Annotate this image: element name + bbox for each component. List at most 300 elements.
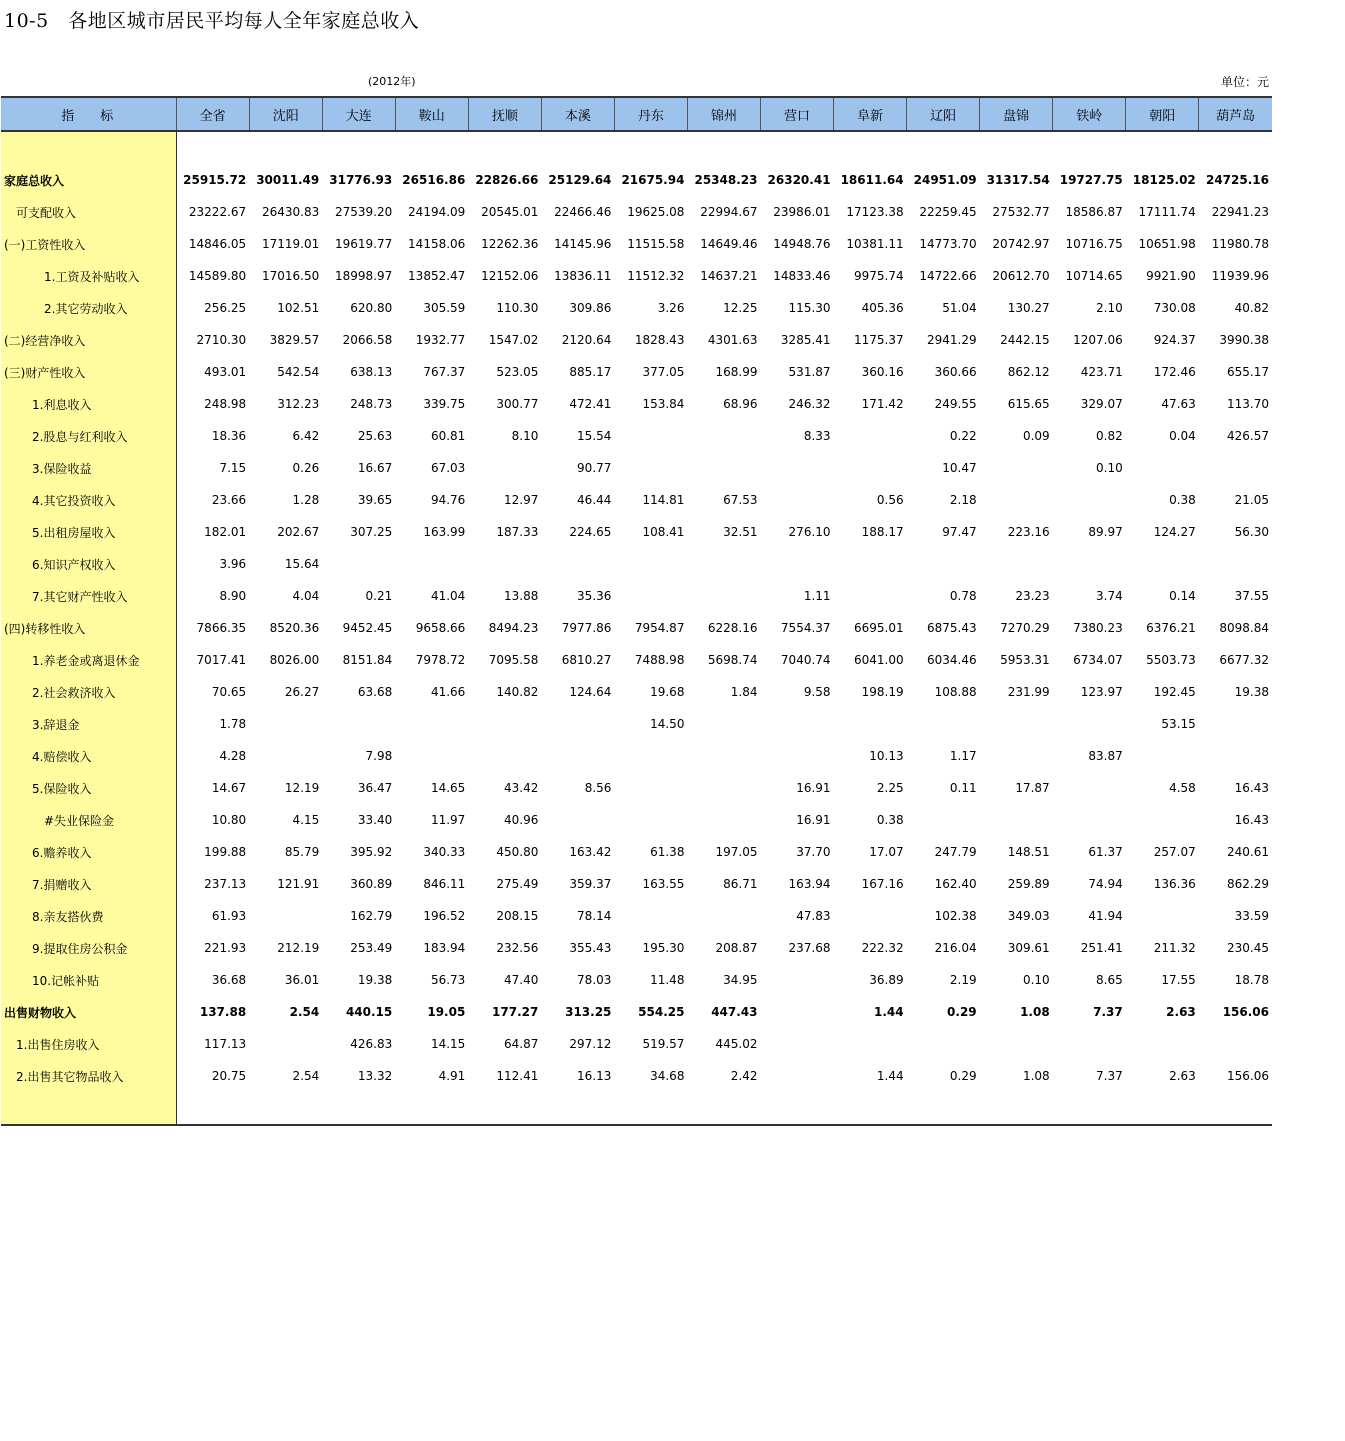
row-label: 出售财物收入	[1, 996, 176, 1028]
value-cell: 0.09	[1022, 429, 1050, 443]
value-cell: 208.87	[715, 941, 758, 955]
value-cell: 41.04	[430, 589, 466, 603]
value-cell: 25348.23	[694, 173, 758, 187]
column-header-region: 阜新	[834, 97, 907, 131]
value-cell: 0.82	[1096, 429, 1123, 443]
value-cell: 0.14	[1169, 589, 1196, 603]
table-header-row	[1, 97, 1272, 131]
value-cell: 426.83	[350, 1037, 393, 1051]
value-cell: 615.65	[1007, 397, 1050, 411]
value-cell: 7.15	[219, 461, 247, 475]
table-row	[1, 420, 1272, 452]
row-label: (四)转移性收入	[1, 612, 176, 644]
row-label: 可支配收入	[1, 196, 176, 228]
value-cell	[834, 580, 907, 612]
value-cell: 0.56	[876, 493, 904, 507]
value-cell: 130.27	[1007, 301, 1050, 315]
value-cell: 171.42	[861, 397, 904, 411]
value-cell: 7.98	[365, 749, 393, 763]
value-cell: 8.90	[219, 589, 247, 603]
value-cell: 94.76	[430, 493, 466, 507]
value-cell: 67.03	[430, 461, 466, 475]
value-cell	[1053, 772, 1126, 804]
value-cell: 248.98	[204, 397, 247, 411]
row-label: 10.记帐补贴	[1, 964, 176, 996]
value-cell: 339.75	[423, 397, 466, 411]
value-cell: 163.99	[423, 525, 466, 539]
value-cell: 21675.94	[621, 173, 685, 187]
value-cell: 3285.41	[780, 333, 831, 347]
value-cell: 16.43	[1234, 813, 1269, 827]
value-cell	[1126, 804, 1199, 836]
value-cell: 192.45	[1153, 685, 1196, 699]
value-cell: 349.03	[1007, 909, 1050, 923]
value-cell: 36.47	[357, 781, 393, 795]
value-cell: 7554.37	[780, 621, 831, 635]
value-cell: 1.28	[292, 493, 320, 507]
value-cell: 1.08	[1022, 1069, 1050, 1083]
value-cell: 110.30	[496, 301, 539, 315]
column-header-region: 朝阳	[1126, 97, 1199, 131]
table-body	[1, 131, 1272, 1125]
column-header-region: 鞍山	[395, 97, 468, 131]
value-cell: 153.84	[642, 397, 685, 411]
value-cell: 74.94	[1088, 877, 1123, 891]
table-row	[1, 612, 1272, 644]
value-cell: 15.54	[577, 429, 612, 443]
table-row	[1, 260, 1272, 292]
value-cell: 7040.74	[780, 653, 831, 667]
value-cell: 223.16	[1007, 525, 1050, 539]
value-cell	[980, 484, 1053, 516]
value-cell: 11939.96	[1211, 269, 1269, 283]
value-cell: 47.63	[1161, 397, 1196, 411]
column-header-region: 本溪	[541, 97, 614, 131]
value-cell	[687, 900, 760, 932]
value-cell: 4301.63	[707, 333, 758, 347]
value-cell: 156.06	[1222, 1005, 1269, 1019]
row-label: 1.利息收入	[1, 388, 176, 420]
value-cell	[687, 804, 760, 836]
value-cell	[468, 452, 541, 484]
empty-cell	[614, 1092, 687, 1125]
row-label: 2.股息与红利收入	[1, 420, 176, 452]
value-cell: 123.97	[1080, 685, 1123, 699]
value-cell: 18611.64	[840, 173, 904, 187]
value-cell	[614, 580, 687, 612]
empty-cell	[1199, 1092, 1272, 1125]
value-cell	[834, 452, 907, 484]
value-cell: 0.04	[1169, 429, 1196, 443]
value-cell	[614, 548, 687, 580]
value-cell: 0.11	[949, 781, 977, 795]
value-cell: 7488.98	[634, 653, 685, 667]
value-cell: 2.42	[730, 1069, 758, 1083]
value-cell: 195.30	[642, 941, 685, 955]
value-cell: 33.59	[1234, 909, 1269, 923]
value-cell	[1053, 1028, 1126, 1060]
value-cell: 5698.74	[707, 653, 758, 667]
empty-cell	[541, 131, 614, 164]
value-cell	[980, 548, 1053, 580]
table-row	[1, 292, 1272, 324]
value-cell: 248.73	[350, 397, 393, 411]
value-cell: 121.91	[277, 877, 320, 891]
value-cell: 426.57	[1227, 429, 1269, 443]
value-cell: 259.89	[1007, 877, 1050, 891]
value-cell: 22466.46	[554, 205, 612, 219]
row-label: 5.出租房屋收入	[1, 516, 176, 548]
value-cell	[907, 708, 980, 740]
value-cell	[1053, 708, 1126, 740]
value-cell: 1932.77	[415, 333, 466, 347]
value-cell: 64.87	[504, 1037, 539, 1051]
value-cell: 27539.20	[335, 205, 393, 219]
value-cell	[761, 964, 834, 996]
value-cell	[1126, 452, 1199, 484]
value-cell: 25.63	[357, 429, 393, 443]
empty-cell	[834, 131, 907, 164]
empty-cell	[907, 131, 980, 164]
value-cell: 423.71	[1080, 365, 1123, 379]
value-cell: 531.87	[788, 365, 831, 379]
value-cell: 21.05	[1234, 493, 1269, 507]
value-cell: 16.91	[796, 813, 831, 827]
value-cell: 846.11	[423, 877, 466, 891]
row-label: 4.赔偿收入	[1, 740, 176, 772]
value-cell: 7380.23	[1073, 621, 1123, 635]
table-row	[1, 356, 1272, 388]
value-cell: 6034.46	[927, 653, 977, 667]
value-cell: 182.01	[204, 525, 247, 539]
value-cell: 14589.80	[188, 269, 247, 283]
value-cell: 0.38	[1169, 493, 1196, 507]
empty-cell	[322, 131, 395, 164]
value-cell: 20545.01	[481, 205, 539, 219]
row-label: 7.其它财产性收入	[1, 580, 176, 612]
value-cell: 9.58	[803, 685, 831, 699]
value-cell: 83.87	[1088, 749, 1123, 763]
column-header-region: 锦州	[687, 97, 760, 131]
value-cell: 14722.66	[919, 269, 977, 283]
value-cell	[468, 548, 541, 580]
value-cell: 638.13	[350, 365, 393, 379]
table-row	[1, 548, 1272, 580]
value-cell: 231.99	[1007, 685, 1050, 699]
empty-cell	[1199, 131, 1272, 164]
column-header-indicator: 指标	[1, 97, 176, 131]
value-cell: 108.88	[934, 685, 977, 699]
value-cell: 14.67	[211, 781, 247, 795]
value-cell: 1.44	[876, 1069, 904, 1083]
value-cell: 7977.86	[561, 621, 612, 635]
value-cell: 3.96	[219, 557, 247, 571]
column-header-region: 丹东	[614, 97, 687, 131]
value-cell	[395, 548, 468, 580]
value-cell: 9658.66	[415, 621, 466, 635]
value-cell	[614, 740, 687, 772]
value-cell: 37.70	[796, 845, 831, 859]
value-cell: 168.99	[715, 365, 758, 379]
value-cell	[468, 740, 541, 772]
value-cell	[614, 452, 687, 484]
value-cell: 767.37	[423, 365, 466, 379]
value-cell: 2710.30	[196, 333, 247, 347]
value-cell: 2.25	[876, 781, 904, 795]
value-cell: 359.37	[569, 877, 612, 891]
value-cell: 51.04	[942, 301, 977, 315]
value-cell: 102.51	[277, 301, 320, 315]
value-cell: 34.95	[723, 973, 758, 987]
value-cell: 14637.21	[700, 269, 758, 283]
value-cell: 313.25	[565, 1005, 612, 1019]
row-label: 1.出售住房收入	[1, 1028, 176, 1060]
value-cell: 14.15	[430, 1037, 466, 1051]
data-sheet	[1, 96, 1272, 1126]
value-cell: 297.12	[569, 1037, 612, 1051]
row-label: 1.养老金或离退休金	[1, 644, 176, 676]
value-cell: 19727.75	[1059, 173, 1123, 187]
value-cell: 36.68	[211, 973, 247, 987]
value-cell: 43.42	[504, 781, 539, 795]
value-cell: 212.19	[277, 941, 320, 955]
value-cell: 377.05	[642, 365, 685, 379]
value-cell: 1.84	[730, 685, 758, 699]
value-cell	[980, 1028, 1053, 1060]
value-cell	[761, 484, 834, 516]
value-cell: 102.38	[934, 909, 977, 923]
table-row	[1, 708, 1272, 740]
column-header-region: 大连	[322, 97, 395, 131]
value-cell: 17111.74	[1138, 205, 1196, 219]
value-cell: 47.83	[796, 909, 831, 923]
value-cell: 4.04	[292, 589, 320, 603]
value-cell: 14773.70	[919, 237, 977, 251]
value-cell: 40.82	[1234, 301, 1269, 315]
value-cell: 14.65	[430, 781, 466, 795]
value-cell: 18586.87	[1065, 205, 1123, 219]
value-cell: 177.27	[492, 1005, 539, 1019]
value-cell: 6810.27	[561, 653, 612, 667]
value-cell: 405.36	[861, 301, 904, 315]
value-cell: 163.42	[569, 845, 612, 859]
value-cell: 6677.32	[1219, 653, 1269, 667]
value-cell: 22994.67	[700, 205, 758, 219]
empty-cell	[468, 131, 541, 164]
value-cell: 41.66	[430, 685, 466, 699]
column-header-region: 营口	[761, 97, 834, 131]
value-cell: 117.13	[204, 1037, 247, 1051]
value-cell: 61.93	[211, 909, 247, 923]
value-cell: 4.58	[1169, 781, 1196, 795]
value-cell: 862.12	[1007, 365, 1050, 379]
value-cell: 6734.07	[1073, 653, 1123, 667]
value-cell: 37.55	[1234, 589, 1269, 603]
value-cell: 251.41	[1080, 941, 1123, 955]
value-cell: 172.46	[1153, 365, 1196, 379]
value-cell	[1053, 804, 1126, 836]
value-cell: 10.47	[942, 461, 977, 475]
value-cell: 16.91	[796, 781, 831, 795]
value-cell: 61.38	[650, 845, 685, 859]
value-cell: 183.94	[423, 941, 466, 955]
value-cell: 730.08	[1153, 301, 1196, 315]
value-cell: 8151.84	[342, 653, 393, 667]
table-row	[1, 228, 1272, 260]
value-cell: 188.17	[861, 525, 904, 539]
value-cell: 257.07	[1153, 845, 1196, 859]
value-cell	[541, 804, 614, 836]
value-cell: 60.81	[430, 429, 466, 443]
page-title: 10-5 各地区城市居民平均每人全年家庭总收入	[4, 10, 420, 32]
value-cell: 198.19	[861, 685, 904, 699]
value-cell: 202.67	[277, 525, 320, 539]
value-cell: 4.91	[438, 1069, 466, 1083]
value-cell: 247.79	[934, 845, 977, 859]
value-cell	[541, 708, 614, 740]
value-cell: 2.54	[289, 1005, 320, 1019]
row-label: 2.其它劳动收入	[1, 292, 176, 324]
row-label: 3.保险收益	[1, 452, 176, 484]
empty-cell	[541, 1092, 614, 1125]
value-cell: 8098.84	[1219, 621, 1269, 635]
value-cell: 309.61	[1007, 941, 1050, 955]
row-label: 6.知识产权收入	[1, 548, 176, 580]
value-cell: 395.92	[350, 845, 393, 859]
value-cell: 447.43	[711, 1005, 758, 1019]
table-row	[1, 900, 1272, 932]
value-cell: 0.29	[949, 1069, 977, 1083]
value-cell: 13836.11	[554, 269, 612, 283]
value-cell: 862.29	[1227, 877, 1269, 891]
value-cell: 221.93	[204, 941, 247, 955]
value-cell: 6695.01	[853, 621, 904, 635]
value-cell: 240.61	[1227, 845, 1269, 859]
value-cell: 19619.77	[335, 237, 393, 251]
value-cell: 307.25	[350, 525, 393, 539]
table-row	[1, 484, 1272, 516]
row-label: (三)财产性收入	[1, 356, 176, 388]
value-cell	[907, 548, 980, 580]
value-cell: 1.78	[219, 717, 247, 731]
value-cell: 8494.23	[488, 621, 539, 635]
column-header-region: 抚顺	[468, 97, 541, 131]
value-cell: 20.75	[211, 1069, 247, 1083]
empty-cell	[980, 131, 1053, 164]
value-cell: 90.77	[577, 461, 612, 475]
value-cell	[1199, 452, 1272, 484]
value-cell: 237.68	[788, 941, 831, 955]
value-cell: 14649.46	[700, 237, 758, 251]
value-cell: 1.44	[873, 1005, 904, 1019]
empty-cell	[176, 131, 249, 164]
value-cell: 14948.76	[773, 237, 831, 251]
value-cell: 340.33	[423, 845, 466, 859]
empty-cell	[468, 1092, 541, 1125]
row-label: 家庭总收入	[1, 164, 176, 196]
empty-cell	[1053, 131, 1126, 164]
value-cell: 360.89	[350, 877, 393, 891]
empty-cell	[614, 131, 687, 164]
value-cell: 249.55	[934, 397, 977, 411]
value-cell: 2120.64	[561, 333, 612, 347]
value-cell	[980, 452, 1053, 484]
value-cell: 1.17	[949, 749, 977, 763]
empty-cell	[176, 1092, 249, 1125]
value-cell: 445.02	[715, 1037, 758, 1051]
empty-cell	[761, 131, 834, 164]
value-cell: 18.78	[1234, 973, 1269, 987]
value-cell: 115.30	[788, 301, 831, 315]
value-cell	[395, 740, 468, 772]
value-cell	[761, 1028, 834, 1060]
value-cell: 3990.38	[1219, 333, 1269, 347]
value-cell: 12.25	[723, 301, 758, 315]
empty-cell	[834, 1092, 907, 1125]
value-cell: 9975.74	[853, 269, 904, 283]
value-cell: 2.63	[1166, 1005, 1196, 1019]
value-cell: 554.25	[638, 1005, 685, 1019]
value-cell: 16.13	[577, 1069, 612, 1083]
value-cell: 31776.93	[329, 173, 393, 187]
table-row	[1, 996, 1272, 1028]
value-cell: 0.29	[947, 1005, 977, 1019]
row-label: 9.提取住房公积金	[1, 932, 176, 964]
value-cell: 20612.70	[992, 269, 1050, 283]
value-cell	[1199, 1028, 1272, 1060]
value-cell: 19.38	[1234, 685, 1269, 699]
value-cell	[614, 420, 687, 452]
empty-cell	[249, 1092, 322, 1125]
value-cell: 97.47	[942, 525, 977, 539]
value-cell: 41.94	[1088, 909, 1123, 923]
value-cell: 0.10	[1096, 461, 1123, 475]
value-cell: 124.27	[1153, 525, 1196, 539]
value-cell: 2066.58	[342, 333, 393, 347]
value-cell: 3.74	[1096, 589, 1123, 603]
value-cell: 108.41	[642, 525, 685, 539]
value-cell: 167.16	[861, 877, 904, 891]
value-cell	[980, 804, 1053, 836]
value-cell: 1207.06	[1073, 333, 1123, 347]
row-label: (一)工资性收入	[1, 228, 176, 260]
value-cell: 78.14	[577, 909, 612, 923]
value-cell: 12.97	[504, 493, 539, 507]
value-cell: 211.32	[1153, 941, 1196, 955]
value-cell: 12.19	[284, 781, 320, 795]
value-cell	[761, 740, 834, 772]
value-cell: 14158.06	[408, 237, 466, 251]
empty-cell	[322, 1092, 395, 1125]
value-cell: 11980.78	[1211, 237, 1269, 251]
value-cell	[834, 1028, 907, 1060]
value-cell: 8.10	[511, 429, 539, 443]
value-cell: 70.65	[211, 685, 247, 699]
table-row	[1, 388, 1272, 420]
value-cell: 13.88	[504, 589, 539, 603]
value-cell: 11.48	[650, 973, 685, 987]
value-cell: 163.94	[788, 877, 831, 891]
value-cell: 0.10	[1022, 973, 1050, 987]
value-cell: 9921.90	[1146, 269, 1196, 283]
value-cell: 124.64	[569, 685, 612, 699]
value-cell: 89.97	[1088, 525, 1123, 539]
value-cell: 472.41	[569, 397, 612, 411]
value-cell: 23986.01	[773, 205, 831, 219]
value-cell: 40.96	[504, 813, 539, 827]
value-cell: 360.16	[861, 365, 904, 379]
value-cell: 23.23	[1015, 589, 1050, 603]
